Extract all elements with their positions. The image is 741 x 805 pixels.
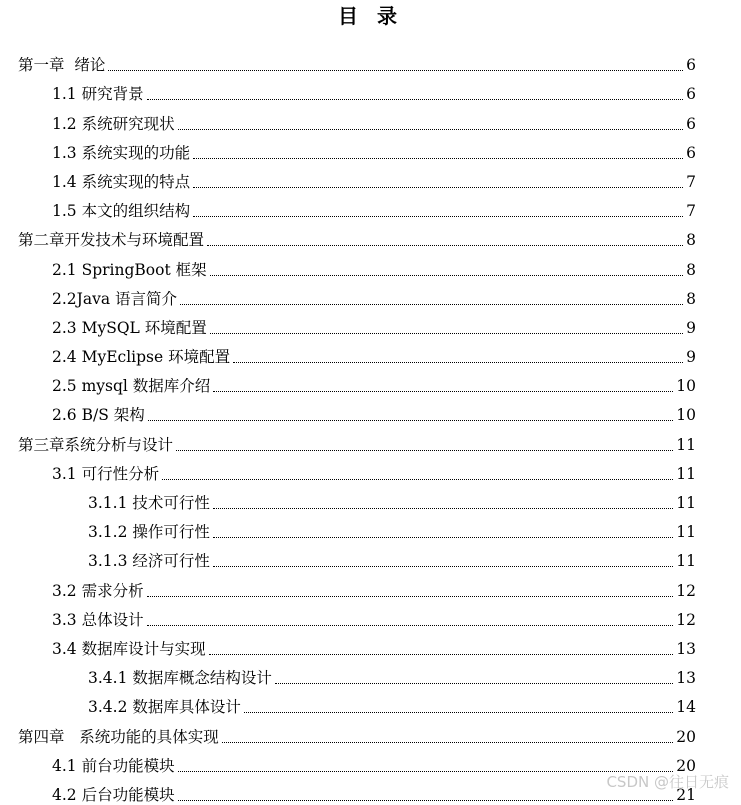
toc-entry-page: 10: [676, 377, 696, 396]
toc-entry-label: 1.5 本文的组织结构: [52, 202, 191, 221]
toc-list: [0, 46, 741, 805]
toc-entry-label: 3.1.2 操作可行性: [88, 523, 210, 542]
toc-dot-leader: [178, 800, 674, 801]
toc-entry-label: 3.1.1 技术可行性: [88, 494, 210, 512]
toc-entry[interactable]: [0, 513, 741, 542]
toc-dot-leader: [207, 245, 683, 246]
toc-entry[interactable]: [0, 104, 741, 133]
toc-entry-label: 2.5 mysql 数据库介绍: [52, 377, 211, 396]
toc-entry-page: 11: [676, 523, 696, 542]
toc-entry-page: 11: [676, 464, 696, 483]
toc-entry-page: 11: [676, 552, 696, 571]
toc-entry[interactable]: [0, 46, 741, 75]
toc-dot-leader: [244, 712, 673, 713]
toc-dot-leader: [147, 625, 674, 626]
toc-entry-label: 3.1.3 经济可行性: [88, 552, 210, 571]
toc-entry[interactable]: [0, 484, 741, 513]
toc-entry-page: 12: [676, 581, 696, 600]
toc-entry[interactable]: [0, 280, 741, 309]
toc-entry-label: 1.2 系统研究现状: [52, 114, 175, 133]
toc-title: 目 录: [338, 4, 403, 28]
toc-dot-leader: [176, 450, 673, 451]
csdn-watermark: CSDN @往日无痕: [606, 773, 729, 791]
toc-entry-label: 3.4 数据库设计与实现: [52, 639, 206, 658]
toc-entry-label: 第三章系统分析与设计: [18, 435, 174, 454]
toc-entry-label: 2.6 B/S 架构: [52, 406, 145, 425]
toc-entry[interactable]: [0, 630, 741, 659]
toc-entry[interactable]: [0, 717, 741, 746]
toc-entry-label: 2.1 SpringBoot 框架: [52, 260, 207, 279]
toc-entry[interactable]: [0, 338, 741, 367]
toc-dot-leader: [178, 129, 683, 130]
toc-entry-page: 12: [676, 610, 696, 629]
toc-entry[interactable]: [0, 542, 741, 571]
toc-entry[interactable]: [0, 221, 741, 250]
toc-entry-page: 7: [686, 172, 696, 191]
toc-entry-label: 3.4.1 数据库概念结构设计: [88, 669, 272, 688]
toc-entry-page: 8: [686, 260, 696, 279]
toc-dot-leader: [213, 566, 673, 567]
toc-entry[interactable]: [0, 134, 741, 163]
toc-dot-leader: [222, 742, 673, 743]
toc-entry[interactable]: [0, 455, 741, 484]
toc-entry[interactable]: [0, 367, 741, 396]
toc-entry-label: 4.2 后台功能模块: [52, 785, 175, 804]
toc-entry-label: 3.2 需求分析: [52, 581, 144, 600]
toc-dot-leader: [162, 479, 673, 480]
toc-entry-page: 11: [676, 435, 696, 454]
toc-entry-label: 2.4 MyEclipse 环境配置: [52, 348, 231, 367]
toc-dot-leader: [193, 187, 683, 188]
toc-entry[interactable]: [0, 571, 741, 600]
toc-entry-label: 第四章 系统功能的具体实现: [18, 727, 219, 746]
toc-entry[interactable]: [0, 601, 741, 630]
toc-entry[interactable]: [0, 425, 741, 454]
toc-entry[interactable]: [0, 250, 741, 279]
toc-entry-page: 9: [686, 318, 696, 337]
toc-dot-leader: [108, 70, 683, 71]
toc-entry-label: 1.1 研究背景: [52, 85, 144, 104]
toc-entry-page: 6: [686, 143, 696, 162]
toc-entry-page: 7: [686, 202, 696, 221]
toc-dot-leader: [210, 333, 683, 334]
toc-entry[interactable]: [0, 163, 741, 192]
toc-entry-label: 3.3 总体设计: [52, 610, 144, 629]
toc-entry-page: 13: [676, 669, 696, 688]
toc-entry-label: 2.2Java 语言简介: [52, 289, 178, 308]
toc-dot-leader: [213, 537, 673, 538]
toc-dot-leader: [178, 771, 674, 772]
toc-entry-label: 2.3 MySQL 环境配置: [52, 318, 207, 337]
toc-entry-page: 8: [686, 289, 696, 308]
toc-dot-leader: [148, 420, 674, 421]
toc-entry[interactable]: [0, 309, 741, 338]
toc-dot-leader: [233, 362, 683, 363]
toc-entry[interactable]: [0, 396, 741, 425]
toc-dot-leader: [147, 596, 674, 597]
toc-dot-leader: [213, 508, 673, 509]
toc-entry-page: 11: [676, 494, 696, 512]
toc-entry-page: 21: [676, 785, 696, 804]
toc-dot-leader: [210, 275, 683, 276]
toc-entry-page: 14: [676, 698, 696, 717]
toc-entry-label: 3.1 可行性分析: [52, 464, 160, 483]
toc-entry-label: 1.3 系统实现的功能: [52, 143, 191, 162]
toc-entry-page: 20: [676, 727, 696, 746]
toc-dot-leader: [193, 158, 683, 159]
toc-entry-page: 6: [686, 85, 696, 104]
toc-entry[interactable]: [0, 192, 741, 221]
toc-entry-page: 10: [676, 406, 696, 425]
toc-entry-label: 3.4.2 数据库具体设计: [88, 698, 241, 717]
toc-entry-page: 13: [676, 639, 696, 658]
toc-entry-label: 第一章 绪论: [18, 56, 106, 75]
toc-dot-leader: [209, 654, 674, 655]
toc-dot-leader: [180, 304, 683, 305]
toc-entry-label: 1.4 系统实现的特点: [52, 172, 191, 191]
toc-entry-page: 6: [686, 114, 696, 133]
toc-entry[interactable]: [0, 659, 741, 688]
toc-dot-leader: [193, 216, 683, 217]
toc-entry-page: 6: [686, 56, 696, 75]
toc-entry-page: 20: [676, 756, 696, 775]
toc-dot-leader: [275, 683, 673, 684]
toc-entry-page: 9: [686, 348, 696, 367]
toc-entry-page: 8: [686, 231, 696, 250]
toc-dot-leader: [213, 391, 673, 392]
toc-entry-label: 4.1 前台功能模块: [52, 756, 175, 775]
toc-entry-label: 第二章开发技术与环境配置: [18, 231, 205, 250]
toc-entry[interactable]: [0, 688, 741, 717]
toc-dot-leader: [147, 99, 683, 100]
toc-entry[interactable]: [0, 75, 741, 104]
